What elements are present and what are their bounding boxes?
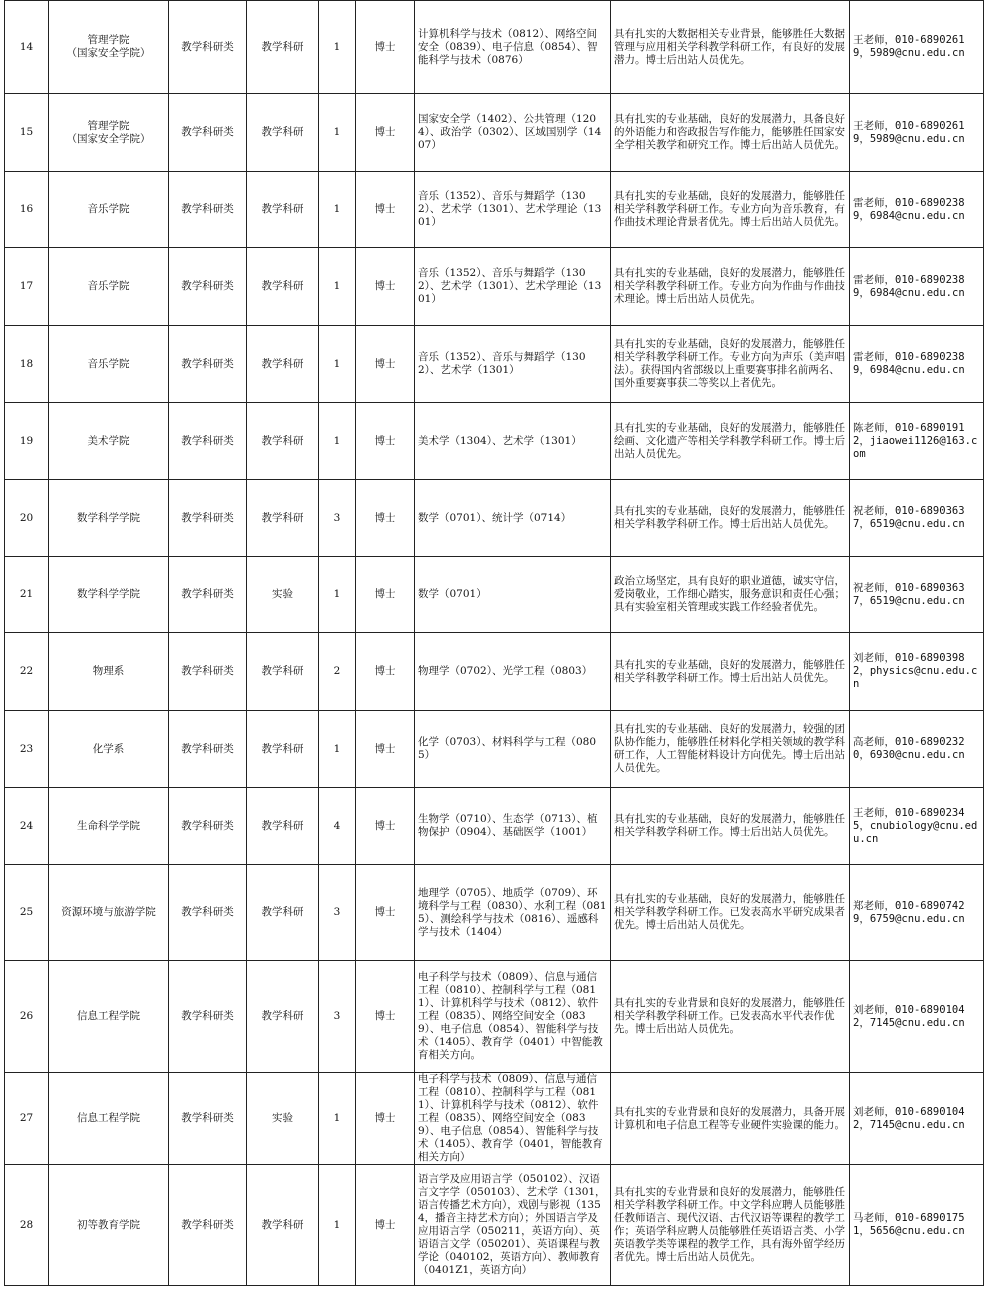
row-number-cell: 22 bbox=[5, 633, 49, 711]
row-number-cell: 27 bbox=[5, 1073, 49, 1165]
headcount-cell: 2 bbox=[319, 633, 356, 711]
headcount-cell: 1 bbox=[319, 1073, 356, 1165]
degree-cell: 博士 bbox=[356, 1073, 415, 1165]
post-name-cell: 教学科研 bbox=[247, 633, 319, 711]
post-name-cell: 教学科研 bbox=[247, 172, 319, 248]
majors-cell: 数学（0701） bbox=[415, 557, 611, 633]
headcount-cell: 1 bbox=[319, 1165, 356, 1286]
table-row bbox=[5, 1, 984, 94]
contact-cell: 刘老师，010-68903982，physics@cnu.edu.cn bbox=[850, 633, 984, 711]
degree-cell: 博士 bbox=[356, 326, 415, 403]
headcount-cell: 1 bbox=[319, 172, 356, 248]
unit-name-cell bbox=[49, 557, 169, 633]
requirements-cell: 具有扎实的专业基础、良好的发展潜力，较强的团队协作能力，能够胜任材料化学相关领域的教学科研工作，人工智能材料设计方向优先。博士后出站人员优先。 bbox=[611, 711, 850, 788]
post-category-cell: 教学科研类 bbox=[169, 94, 247, 172]
headcount-cell: 1 bbox=[319, 326, 356, 403]
degree-cell: 博士 bbox=[356, 557, 415, 633]
degree-cell: 博士 bbox=[356, 1165, 415, 1286]
post-category-cell: 教学科研类 bbox=[169, 248, 247, 326]
majors-cell: 电子科学与技术（0809）、信息与通信工程（0810）、控制科学与工程（0811）、计算机科学与技术（0812）、软件工程（0835）、网络空间安全（0839）、电子信息（0854）、智能科学与技术（1405）、教育学（0401）中智能教育相关方向。 bbox=[415, 961, 611, 1073]
requirements-cell: 具有扎实的专业背景和良好的发展潜力，具备开展计算机和电子信息工程等专业硬件实验课的能力。 bbox=[611, 1073, 850, 1165]
row-number-cell: 16 bbox=[5, 172, 49, 248]
majors-cell: 地理学（0705）、地质学（0709）、环境科学与工程（0830）、水利工程（0815）、测绘科学与技术（0816）、遥感科学与技术（1404） bbox=[415, 865, 611, 961]
contact-cell: 王老师，010-68902619，5989@cnu.edu.cn bbox=[850, 94, 984, 172]
majors-cell: 生物学（0710）、生态学（0713）、植物保护（0904）、基础医学（1001） bbox=[415, 788, 611, 865]
unit-name-cell bbox=[49, 865, 169, 961]
unit-name-cell bbox=[49, 403, 169, 480]
headcount-cell: 1 bbox=[319, 403, 356, 480]
unit-name-line: 资源环境与旅游学院 bbox=[61, 906, 156, 918]
post-category-cell: 教学科研类 bbox=[169, 961, 247, 1073]
contact-cell: 王老师，010-68902619，5989@cnu.edu.cn bbox=[850, 1, 984, 94]
post-category-cell: 教学科研类 bbox=[169, 480, 247, 557]
unit-name-line: 物理系 bbox=[92, 665, 125, 677]
table-row bbox=[5, 248, 984, 326]
contact-cell: 刘老师，010-68901042，7145@cnu.edu.cn bbox=[850, 1073, 984, 1165]
majors-cell: 数学（0701）、统计学（0714） bbox=[415, 480, 611, 557]
row-number-cell: 21 bbox=[5, 557, 49, 633]
requirements-cell: 具有扎实的专业基础，良好的发展潜力，能够胜任相关学科教学科研工作。博士后出站人员优先。 bbox=[611, 788, 850, 865]
post-category-cell: 教学科研类 bbox=[169, 633, 247, 711]
unit-name-cell bbox=[49, 711, 169, 788]
unit-name-cell bbox=[49, 788, 169, 865]
headcount-cell: 1 bbox=[319, 94, 356, 172]
unit-name-cell bbox=[49, 961, 169, 1073]
headcount-cell: 3 bbox=[319, 480, 356, 557]
degree-cell: 博士 bbox=[356, 248, 415, 326]
post-category-cell: 教学科研类 bbox=[169, 1165, 247, 1286]
headcount-cell: 1 bbox=[319, 248, 356, 326]
degree-cell: 博士 bbox=[356, 961, 415, 1073]
contact-cell: 祝老师，010-68903637，6519@cnu.edu.cn bbox=[850, 480, 984, 557]
unit-name-line: 管理学院 bbox=[87, 119, 130, 132]
post-category-cell: 教学科研类 bbox=[169, 172, 247, 248]
post-name-cell: 教学科研 bbox=[247, 1165, 319, 1286]
degree-cell: 博士 bbox=[356, 480, 415, 557]
recruitment-table bbox=[4, 0, 984, 1286]
requirements-cell: 具有扎实的专业基础，良好的发展潜力，能够胜任相关学科教学科研工作。专业方向为声乐（美声唱法）。获得国内省部级以上重要赛事排名前两名、国外重要赛事获二等奖以上者优先。 bbox=[611, 326, 850, 403]
degree-cell: 博士 bbox=[356, 788, 415, 865]
row-number-cell: 17 bbox=[5, 248, 49, 326]
post-category-cell: 教学科研类 bbox=[169, 788, 247, 865]
post-category-cell: 教学科研类 bbox=[169, 865, 247, 961]
requirements-cell: 具有扎实的专业背景和良好的发展潜力，能够胜任相关学科教学科研工作。已发表高水平代表作优先。博士后出站人员优先。 bbox=[611, 961, 850, 1073]
unit-name-line: 管理学院 bbox=[87, 34, 130, 46]
table-row bbox=[5, 711, 984, 788]
contact-cell: 祝老师，010-68903637，6519@cnu.edu.cn bbox=[850, 557, 984, 633]
unit-name-cell bbox=[49, 248, 169, 326]
post-name-cell: 教学科研 bbox=[247, 326, 319, 403]
unit-name-line: 音乐学院 bbox=[87, 280, 130, 292]
unit-name-cell bbox=[49, 1165, 169, 1286]
row-number-cell: 25 bbox=[5, 865, 49, 961]
requirements-cell: 具有扎实的专业背景和良好的发展潜力，能够胜任相关学科教学科研工作。中文学科应聘人员能够胜任教师语言、现代汉语、古代汉语等课程的教学工作；英语学科应聘人员能够胜任英语语言类、小学英语教学类等课程的教学工作，具有海外留学经历者优先。博士后出站人员优先。 bbox=[611, 1165, 850, 1286]
degree-cell: 博士 bbox=[356, 633, 415, 711]
unit-name-line: 美术学院 bbox=[87, 434, 130, 447]
row-number-cell: 18 bbox=[5, 326, 49, 403]
post-category-cell: 教学科研类 bbox=[169, 326, 247, 403]
degree-cell: 博士 bbox=[356, 172, 415, 248]
table-row bbox=[5, 961, 984, 1073]
post-category-cell: 教学科研类 bbox=[169, 711, 247, 788]
unit-name-cell bbox=[49, 1073, 169, 1165]
majors-cell: 化学（0703）、材料科学与工程（0805） bbox=[415, 711, 611, 788]
post-name-cell: 教学科研 bbox=[247, 865, 319, 961]
requirements-cell: 具有扎实的专业基础，良好的发展潜力，能够胜任相关学科教学科研工作。已发表高水平研究成果者优先。博士后出站人员优先。 bbox=[611, 865, 850, 961]
row-number-cell: 28 bbox=[5, 1165, 49, 1286]
requirements-cell: 政治立场坚定，具有良好的职业道德，诚实守信，爱岗敬业，工作细心踏实，服务意识和责任心强；具有实验室相关管理或实践工作经验者优先。 bbox=[611, 557, 850, 633]
unit-name-line: （国家安全学院） bbox=[66, 132, 151, 145]
post-name-cell: 教学科研 bbox=[247, 403, 319, 480]
post-category-cell: 教学科研类 bbox=[169, 403, 247, 480]
unit-name-line: 生命科学学院 bbox=[77, 819, 140, 832]
requirements-cell: 具有扎实的专业基础，良好的发展潜力，能够胜任相关学科教学科研工作。专业方向为音乐教育，有作曲技术理论背景者优先。博士后出站人员优先。 bbox=[611, 172, 850, 248]
row-number-cell: 14 bbox=[5, 1, 49, 94]
row-number-cell: 26 bbox=[5, 961, 49, 1073]
post-name-cell: 教学科研 bbox=[247, 961, 319, 1073]
requirements-cell: 具有扎实的专业基础，良好的发展潜力，具备良好的外语能力和咨政报告写作能力，能够胜任国家安全学相关教学和研究工作。博士后出站人员优先。 bbox=[611, 94, 850, 172]
degree-cell: 博士 bbox=[356, 865, 415, 961]
majors-cell: 音乐（1352）、音乐与舞蹈学（1302）、艺术学（1301） bbox=[415, 326, 611, 403]
contact-cell: 雷老师，010-68902389，6984@cnu.edu.cn bbox=[850, 248, 984, 326]
unit-name-line: 信息工程学院 bbox=[77, 1010, 140, 1022]
table-row bbox=[5, 633, 984, 711]
unit-name-cell bbox=[49, 1, 169, 94]
majors-cell: 音乐（1352）、音乐与舞蹈学（1302）、艺术学（1301）、艺术学理论（1301） bbox=[415, 172, 611, 248]
post-name-cell: 实验 bbox=[247, 1073, 319, 1165]
post-name-cell: 教学科研 bbox=[247, 248, 319, 326]
majors-cell: 美术学（1304）、艺术学（1301） bbox=[415, 403, 611, 480]
post-name-cell: 实验 bbox=[247, 557, 319, 633]
unit-name-line: 音乐学院 bbox=[87, 203, 130, 215]
post-category-cell: 教学科研类 bbox=[169, 1, 247, 94]
unit-name-line: 数学科学学院 bbox=[77, 511, 140, 524]
post-name-cell: 教学科研 bbox=[247, 94, 319, 172]
table-row bbox=[5, 557, 984, 633]
headcount-cell: 3 bbox=[319, 961, 356, 1073]
post-category-cell: 教学科研类 bbox=[169, 1073, 247, 1165]
headcount-cell: 3 bbox=[319, 865, 356, 961]
table-row bbox=[5, 788, 984, 865]
requirements-cell: 具有扎实的大数据相关专业背景，能够胜任大数据管理与应用相关学科教学科研工作，有良好的发展潜力。博士后出站人员优先。 bbox=[611, 1, 850, 94]
table-row bbox=[5, 480, 984, 557]
degree-cell: 博士 bbox=[356, 711, 415, 788]
contact-cell: 刘老师，010-68901042，7145@cnu.edu.cn bbox=[850, 961, 984, 1073]
unit-name-line: 信息工程学院 bbox=[77, 1112, 140, 1124]
contact-cell: 王老师，010-68902345，cnubiology@cnu.edu.cn bbox=[850, 788, 984, 865]
headcount-cell: 1 bbox=[319, 711, 356, 788]
majors-cell: 物理学（0702）、光学工程（0803） bbox=[415, 633, 611, 711]
table-row bbox=[5, 1165, 984, 1286]
contact-cell: 陈老师，010-68901912，jiaowei1126@163.com bbox=[850, 403, 984, 480]
table-row bbox=[5, 94, 984, 172]
headcount-cell: 4 bbox=[319, 788, 356, 865]
majors-cell: 计算机科学与技术（0812）、网络空间安全（0839）、电子信息（0854）、智能科学与技术（0876） bbox=[415, 1, 611, 94]
table-row bbox=[5, 1073, 984, 1165]
unit-name-cell bbox=[49, 633, 169, 711]
majors-cell: 语言学及应用语言学（050102）、汉语言文字学（050103）、艺术学（1301，语言传播艺术方向），戏剧与影视（1354，播音主持艺术方向）；外国语言学及应用语言学（050211，英语方向）、英语语言文学（050201）、英语课程与教学论（040102，英语方向）、教师教育（0401Z1，英语方向） bbox=[415, 1165, 611, 1286]
contact-cell: 马老师，010-68901751，5656@cnu.edu.cn bbox=[850, 1165, 984, 1286]
table-row bbox=[5, 865, 984, 961]
contact-cell: 高老师，010-68902320，6930@cnu.edu.cn bbox=[850, 711, 984, 788]
majors-cell: 电子科学与技术（0809）、信息与通信工程（0810）、控制科学与工程（0811）、计算机科学与技术（0812）、软件工程（0835）、网络空间安全（0839）、电子信息（0854）、智能科学与技术（1405）、教育学（0401，智能教育相关方向） bbox=[415, 1073, 611, 1165]
majors-cell: 国家安全学（1402）、公共管理（1204）、政治学（0302）、区域国别学（1407） bbox=[415, 94, 611, 172]
unit-name-line: 初等教育学院 bbox=[77, 1218, 140, 1231]
post-name-cell: 教学科研 bbox=[247, 1, 319, 94]
unit-name-cell bbox=[49, 172, 169, 248]
post-name-cell: 教学科研 bbox=[247, 788, 319, 865]
unit-name-line: 音乐学院 bbox=[87, 357, 130, 370]
requirements-cell: 具有扎实的专业基础，良好的发展潜力，能够胜任相关学科教学科研工作。专业方向为作曲与作曲技术理论。博士后出站人员优先。 bbox=[611, 248, 850, 326]
contact-cell: 郑老师，010-68907429，6759@cnu.edu.cn bbox=[850, 865, 984, 961]
headcount-cell: 1 bbox=[319, 1, 356, 94]
degree-cell: 博士 bbox=[356, 403, 415, 480]
unit-name-line: 化学系 bbox=[92, 742, 125, 755]
requirements-cell: 具有扎实的专业基础，良好的发展潜力，能够胜任相关学科教学科研工作。博士后出站人员优先。 bbox=[611, 633, 850, 711]
unit-name-line: （国家安全学院） bbox=[66, 47, 151, 59]
majors-cell: 音乐（1352）、音乐与舞蹈学（1302）、艺术学（1301）、艺术学理论（1301） bbox=[415, 248, 611, 326]
requirements-cell: 具有扎实的专业基础，良好的发展潜力，能够胜任相关学科教学科研工作。博士后出站人员优先。 bbox=[611, 480, 850, 557]
row-number-cell: 15 bbox=[5, 94, 49, 172]
requirements-cell: 具有扎实的专业基础，良好的发展潜力，能够胜任绘画、文化遗产等相关学科教学科研工作。博士后出站人员优先。 bbox=[611, 403, 850, 480]
unit-name-cell bbox=[49, 326, 169, 403]
post-name-cell: 教学科研 bbox=[247, 711, 319, 788]
table-row bbox=[5, 326, 984, 403]
post-name-cell: 教学科研 bbox=[247, 480, 319, 557]
row-number-cell: 20 bbox=[5, 480, 49, 557]
table-row bbox=[5, 403, 984, 480]
unit-name-cell bbox=[49, 94, 169, 172]
degree-cell: 博士 bbox=[356, 1, 415, 94]
row-number-cell: 23 bbox=[5, 711, 49, 788]
contact-cell: 雷老师，010-68902389，6984@cnu.edu.cn bbox=[850, 326, 984, 403]
row-number-cell: 19 bbox=[5, 403, 49, 480]
table-row bbox=[5, 172, 984, 248]
unit-name-cell bbox=[49, 480, 169, 557]
contact-cell: 雷老师，010-68902389，6984@cnu.edu.cn bbox=[850, 172, 984, 248]
table-body bbox=[5, 1, 984, 1286]
headcount-cell: 1 bbox=[319, 557, 356, 633]
unit-name-line: 数学科学学院 bbox=[77, 588, 140, 600]
row-number-cell: 24 bbox=[5, 788, 49, 865]
degree-cell: 博士 bbox=[356, 94, 415, 172]
post-category-cell: 教学科研类 bbox=[169, 557, 247, 633]
